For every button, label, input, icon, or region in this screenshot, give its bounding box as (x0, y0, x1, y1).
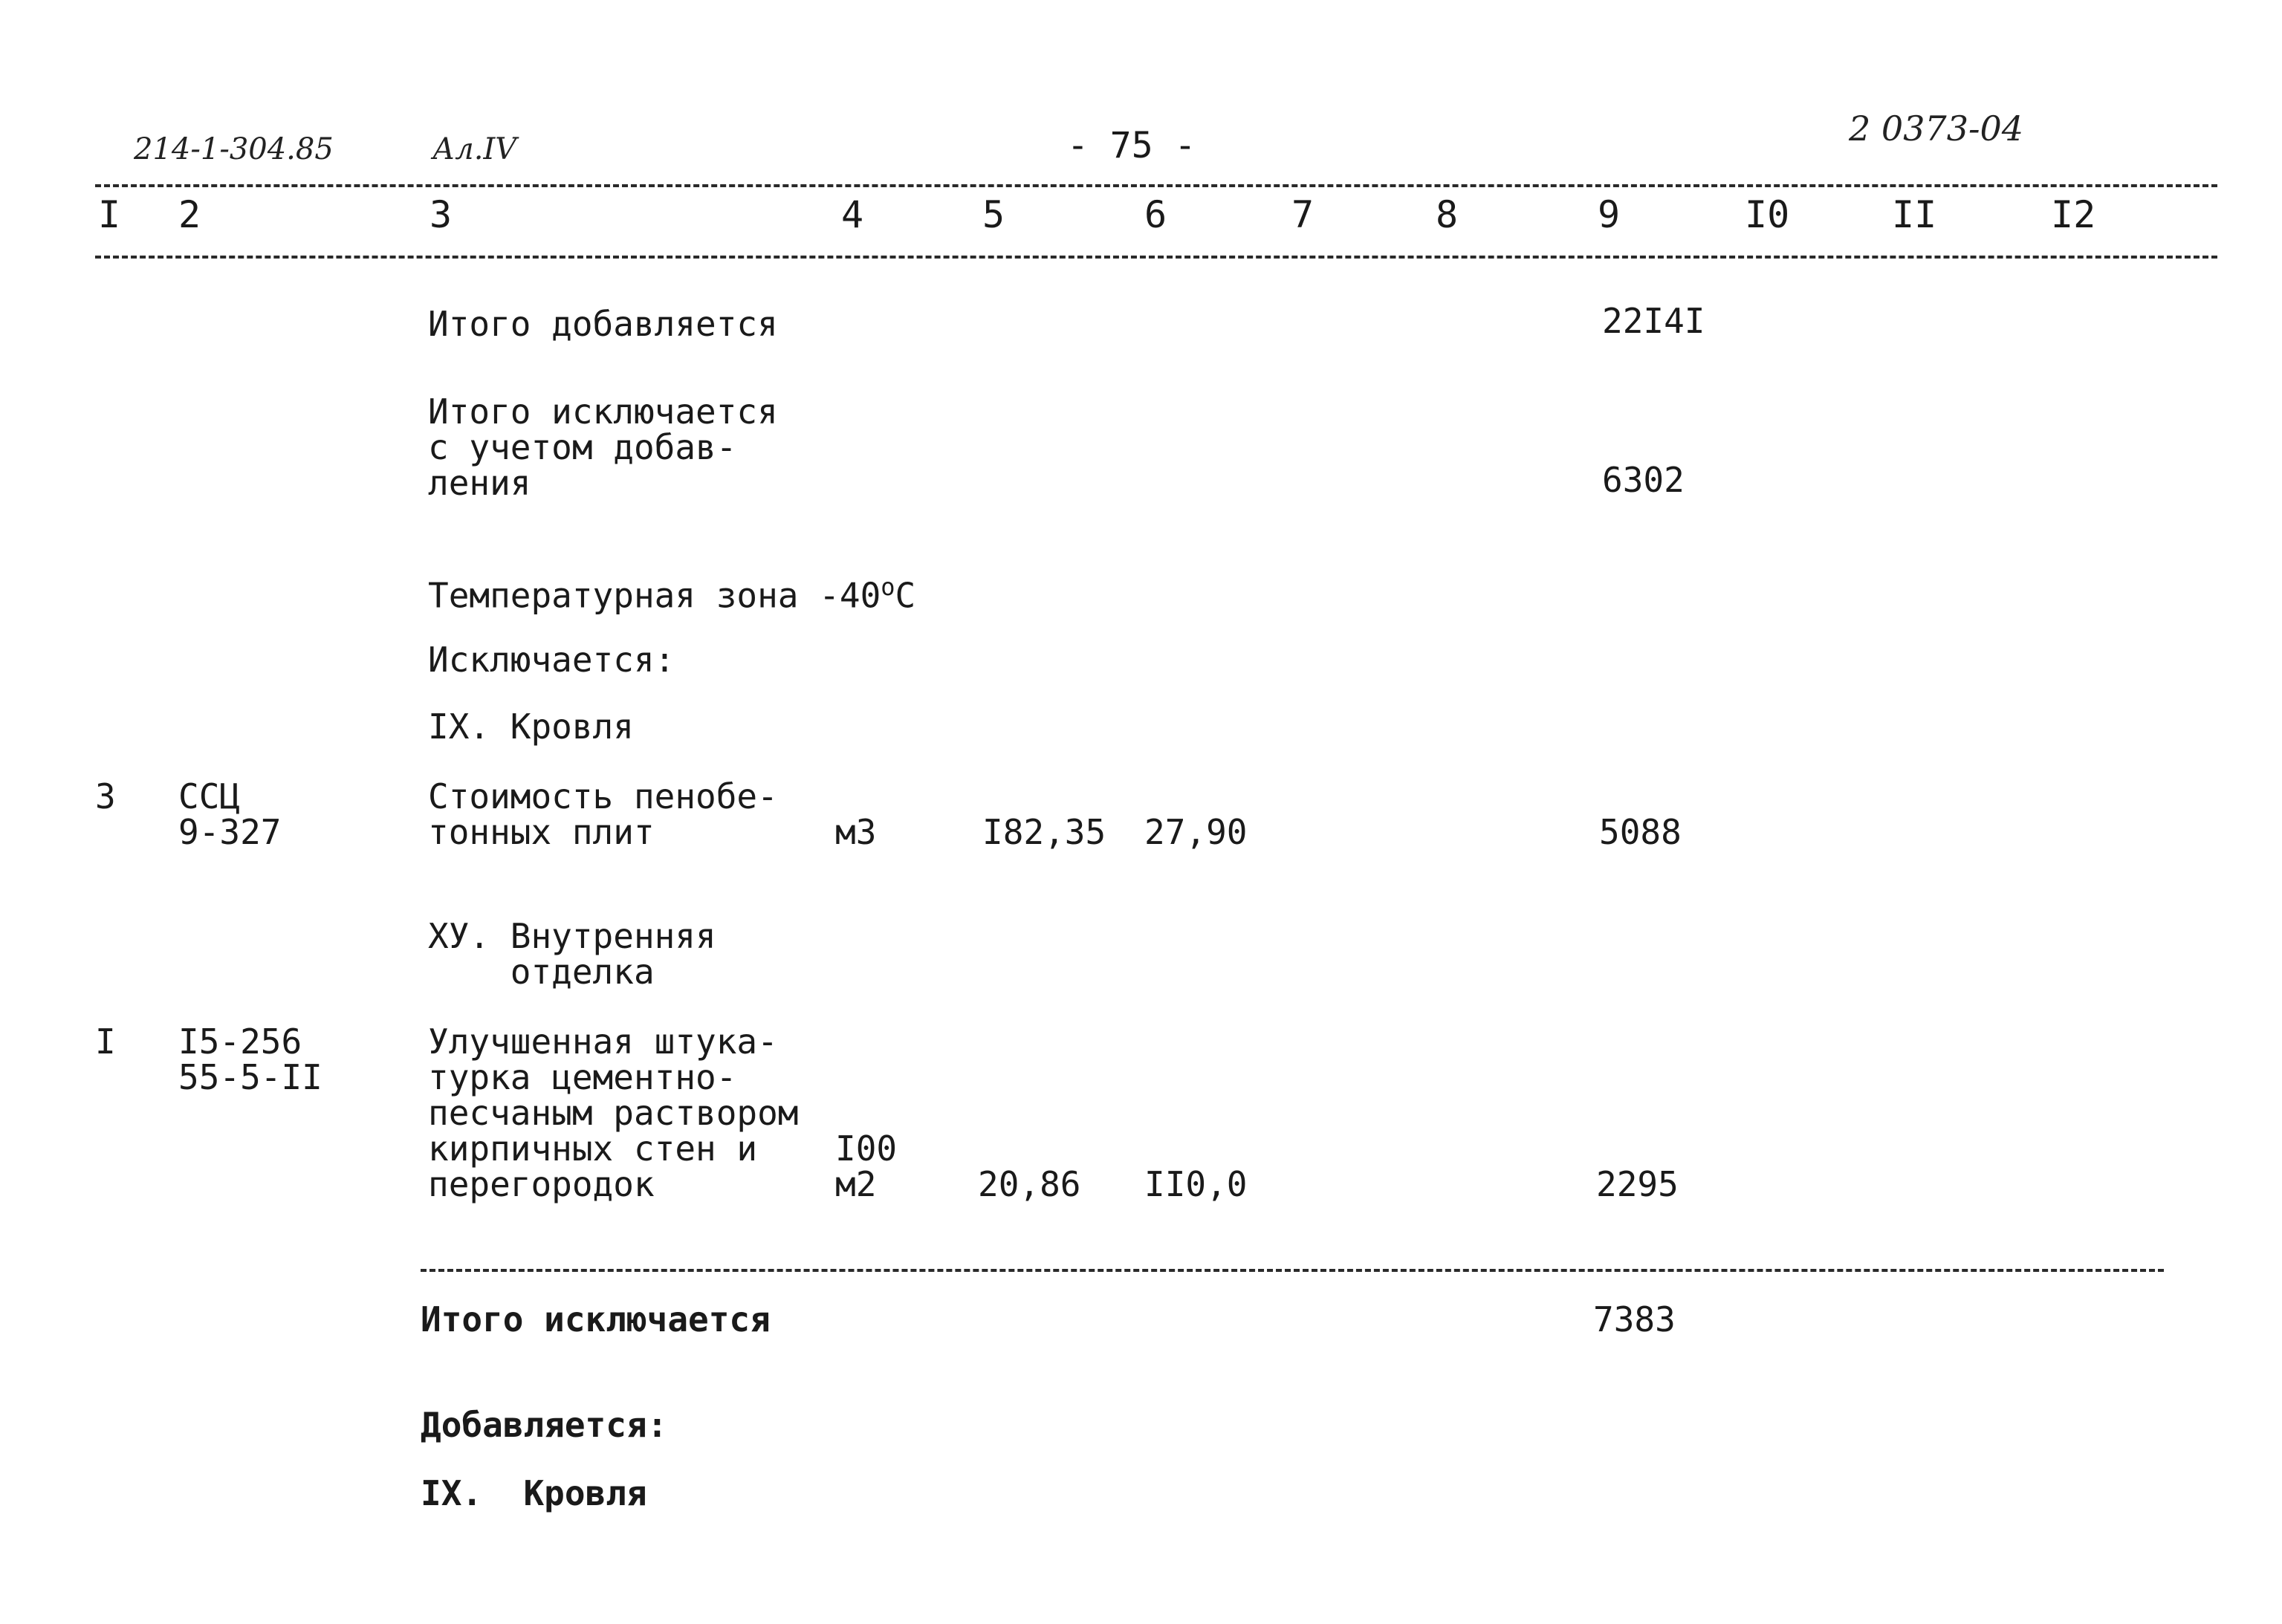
total-separator-rule (421, 1269, 2164, 1272)
row-col2: ССЦ 9-327 (178, 776, 282, 852)
temperature-zone-label (428, 569, 916, 616)
column-header: 7 (1291, 193, 1315, 236)
excluded-with-added-value: 6302 (1602, 460, 1685, 500)
column-header: 3 (430, 193, 453, 236)
header-top-rule (95, 184, 2217, 187)
excluded-total-value: 7383 (1593, 1299, 1676, 1339)
added-heading: Добавляется: (421, 1405, 668, 1445)
added-total-label: Итого добавляется (428, 304, 778, 344)
row-price: 27,90 (1144, 812, 1248, 852)
row-col1: I (95, 1022, 116, 1062)
page-number: - 75 - (1067, 125, 1196, 166)
section-ix-roof-added: IX. Кровля (421, 1473, 647, 1513)
column-header: 8 (1436, 193, 1459, 236)
column-header: 2 (178, 193, 201, 236)
row-total: 2295 (1596, 1164, 1679, 1204)
column-header: I2 (2051, 193, 2096, 236)
excluded-heading: Исключается: (428, 640, 675, 680)
album-label: Ал.IV (432, 132, 517, 166)
row-description: Улучшенная штука- турка цементно- песчаным раствором кирпичных стен и перегородок (428, 1022, 799, 1204)
column-header: 5 (982, 193, 1005, 236)
row-col1: 3 (95, 776, 116, 816)
row-quantity: 20,86 (978, 1164, 1081, 1204)
row-total: 5088 (1599, 812, 1682, 852)
excluded-total-label: Итого исключается (421, 1299, 771, 1339)
row-price: II0,0 (1144, 1164, 1248, 1204)
added-total-value: 22I4I (1602, 301, 1705, 341)
row-col2: I5-256 55-5-II (178, 1022, 322, 1097)
row-description: Стоимость пенобе- тонных плит (428, 776, 778, 852)
row-quantity: I82,35 (982, 812, 1106, 852)
column-header: II (1892, 193, 1937, 236)
column-header: 6 (1144, 193, 1167, 236)
header-bottom-rule (95, 256, 2217, 259)
row-unit: м3 (835, 812, 877, 852)
doc-code: 214-1-304.85 (134, 132, 334, 166)
column-header: I0 (1745, 193, 1790, 236)
stamp-number: 2 0373-04 (1849, 108, 2024, 149)
row-unit: I00 м2 (835, 1128, 898, 1204)
degree-sign: o (881, 573, 895, 601)
column-header: 4 (841, 193, 864, 236)
temperature-zone-text: Температурная зона -40 (428, 575, 881, 616)
excluded-with-added-label: Итого исключается с учетом добав- ления (428, 392, 778, 503)
section-xv-interior: ХУ. Внутренняя отделка (428, 916, 716, 992)
temperature-unit: C (895, 575, 916, 616)
section-ix-roof: IX. Кровля (428, 707, 634, 747)
column-header: I (98, 193, 121, 236)
column-header: 9 (1598, 193, 1621, 236)
